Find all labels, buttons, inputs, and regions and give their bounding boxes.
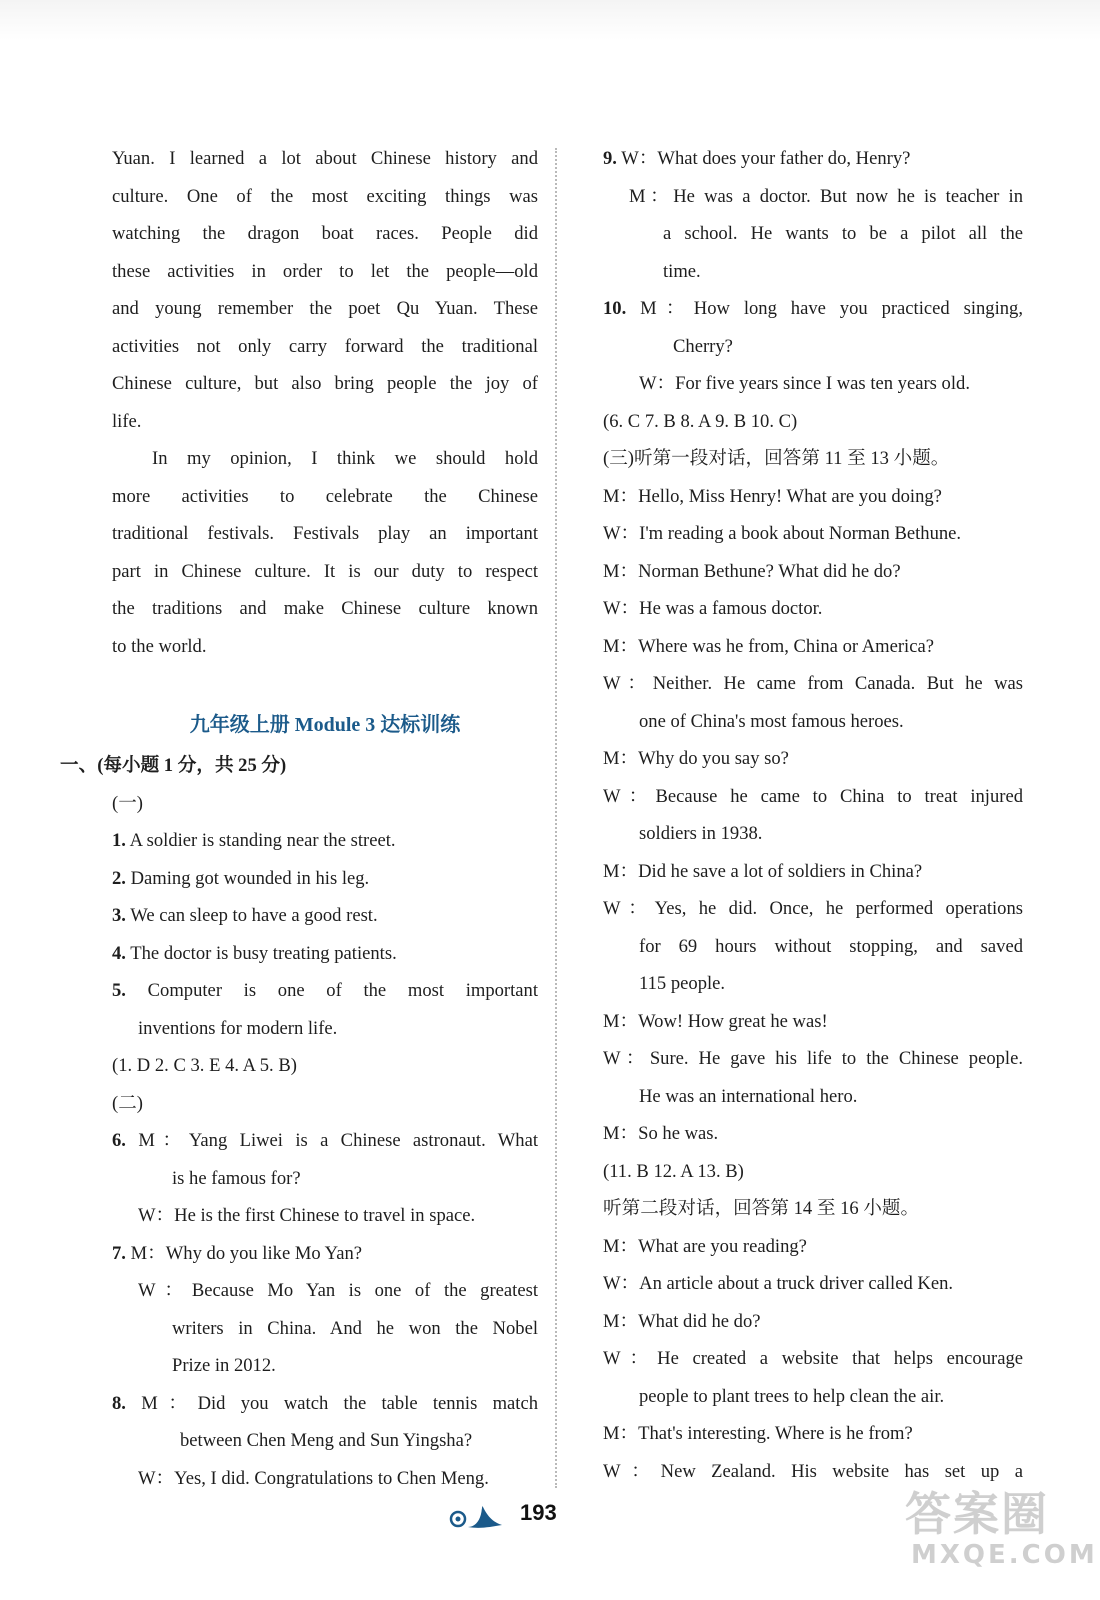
item-number: 1. <box>112 830 126 851</box>
dialog-text: M：How long have you practiced singing, <box>640 298 1023 319</box>
dialog-line: W：He created a website that helps encourage <box>603 1348 1023 1369</box>
dialog-line: between Chen Meng and Sun Yingsha? <box>180 1430 473 1451</box>
dialog-line: He was an international hero. <box>639 1085 858 1107</box>
dialog-text: M：Yang Liwei is a Chinese astronaut. What <box>138 1130 538 1151</box>
dialog-line: is he famous for? <box>172 1167 301 1189</box>
part-header: (二) <box>112 1092 143 1114</box>
dialog-line: W：New Zealand. His website has set up a <box>603 1460 1023 1482</box>
right-column <box>603 140 1023 1490</box>
dialog-line <box>603 290 1023 328</box>
essay-line: watching the dragon boat races. People did <box>112 223 538 244</box>
item-text: Computer is one of the most important <box>147 980 538 1001</box>
essay-line: Chinese culture, but also bring people the joy of <box>112 373 538 394</box>
dialog-line: writers in China. And he won the Nobel <box>172 1317 538 1339</box>
dialog-text: W：What does your father do, Henry? <box>621 148 911 169</box>
dialog-line: Cherry? <box>673 335 733 357</box>
dialog-line: W：Neither. He came from Canada. But he was <box>603 673 1023 694</box>
column-divider <box>555 148 557 1488</box>
dialog-line: soldiers in 1938. <box>639 823 763 844</box>
item-number: 8. <box>112 1392 126 1414</box>
dialog-line: M：Wow! How great he was! <box>603 1010 828 1032</box>
page-top-shadow <box>0 0 1100 40</box>
dialog-line: M：Did he save a lot of soldiers in China? <box>603 860 923 882</box>
essay-line: culture. One of the most exciting things was <box>112 185 538 207</box>
item-number: 10. <box>603 298 627 319</box>
item-number: 2. <box>112 867 126 889</box>
part-header: 听第二段对话，回答第 14 至 16 小题。 <box>603 1198 920 1219</box>
essay-line: and young remember the poet Qu Yuan. These <box>112 298 538 319</box>
item-number: 5. <box>112 980 126 1001</box>
item-number: 3. <box>112 905 126 926</box>
dialog-line <box>112 1235 538 1273</box>
dialog-line: W：Yes, he did. Once, he performed operations <box>603 898 1023 919</box>
dialog-line: M：That's interesting. Where is he from? <box>603 1423 913 1444</box>
dialog-line: M：What did he do? <box>603 1310 761 1332</box>
dialog-line: M：Hello, Miss Henry! What are you doing? <box>603 485 942 507</box>
item-number: 9. <box>603 148 617 169</box>
essay-line: these activities in order to let the people—old <box>112 260 538 282</box>
item-number: 6. <box>112 1130 126 1151</box>
dialog-line: time. <box>663 260 701 282</box>
watermark <box>905 1488 1098 1570</box>
section-header: 一、(每小题 1 分，共 25 分) <box>60 755 287 776</box>
item-text: Daming got wounded in his leg. <box>130 867 370 889</box>
answer-key: (6. C 7. B 8. A 9. B 10. C) <box>603 410 798 432</box>
dialog-line: W：Sure. He gave his life to the Chinese people. <box>603 1048 1023 1069</box>
dialog-line: W：He is the first Chinese to travel in space. <box>138 1205 476 1226</box>
dialog-line: for 69 hours without stopping, and saved <box>639 935 1023 957</box>
module-title: 九年级上册 Module 3 达标训练 <box>189 714 461 736</box>
dialog-line: W：Because he came to China to treat injured <box>603 785 1023 807</box>
dialog-line: W：For five years since I was ten years old. <box>639 373 970 394</box>
dialog-line: W：An article about a truck driver called Ken. <box>603 1273 954 1294</box>
list-item <box>112 972 538 1010</box>
item-continuation: inventions for modern life. <box>138 1017 338 1039</box>
opinion-line: more activities to celebrate the Chinese <box>112 485 538 507</box>
dialog-line: W：Yes, I did. Congratulations to Chen Meng. <box>138 1467 489 1489</box>
dialog-line: M：Why do you say so? <box>603 748 789 769</box>
page-ornament-icon <box>446 1497 506 1531</box>
dialog-line: one of China's most famous heroes. <box>639 710 904 732</box>
dialog-line: a school. He wants to be a pilot all the <box>663 223 1023 244</box>
dialog-line: M：So he was. <box>603 1123 719 1144</box>
part-header: (一) <box>112 792 143 814</box>
list-item <box>112 860 538 898</box>
page-number: 193 <box>520 1500 557 1525</box>
opinion-line: In my opinion, I think we should hold <box>152 448 538 469</box>
essay-line: Yuan. I learned a lot about Chinese history and <box>112 148 538 169</box>
dialog-line: 115 people. <box>639 973 726 994</box>
item-text: We can sleep to have a good rest. <box>130 905 378 926</box>
opinion-line: part in Chinese culture. It is our duty to respect <box>112 560 538 582</box>
essay-line: life. <box>112 410 142 432</box>
essay-line: activities not only carry forward the traditional <box>112 335 538 357</box>
opinion-line: the traditions and make Chinese culture known <box>112 598 538 619</box>
dialog-line: W：I'm reading a book about Norman Bethune. <box>603 523 962 544</box>
dialog-line: M：What are you reading? <box>603 1235 807 1257</box>
watermark-site: MXQE.COM <box>911 1540 1098 1570</box>
opinion-line: traditional festivals. Festivals play an important <box>112 523 538 544</box>
dialog-line <box>112 1385 538 1423</box>
item-number: 7. <box>112 1242 126 1264</box>
dialog-text: M：Why do you like Mo Yan? <box>130 1242 362 1264</box>
answer-key: (11. B 12. A 13. B) <box>603 1160 744 1182</box>
list-item <box>112 935 538 973</box>
list-item <box>112 897 538 935</box>
dialog-line: Prize in 2012. <box>172 1355 276 1376</box>
left-column <box>60 140 538 1497</box>
list-item <box>112 822 538 860</box>
dialog-text: M：Did you watch the table tennis match <box>141 1392 538 1414</box>
dialog-line <box>603 140 1023 178</box>
watermark-logo: 答案圈 <box>905 1487 1049 1541</box>
dialog-line: W：He was a famous doctor. <box>603 598 823 619</box>
dialog-line: M：He was a doctor. But now he is teacher in <box>629 185 1023 207</box>
item-text: The doctor is busy treating patients. <box>130 942 397 964</box>
answer-key: (1. D 2. C 3. E 4. A 5. B) <box>112 1055 297 1076</box>
dialog-line: M：Where was he from, China or America? <box>603 635 934 657</box>
dialog-line <box>112 1122 538 1160</box>
opinion-line: to the world. <box>112 635 207 657</box>
dialog-line: people to plant trees to help clean the air. <box>639 1385 945 1407</box>
dialog-line: W：Because Mo Yan is one of the greatest <box>138 1280 538 1301</box>
item-text: A soldier is standing near the street. <box>129 830 396 851</box>
item-number: 4. <box>112 942 126 964</box>
dialog-line: M：Norman Bethune? What did he do? <box>603 560 901 582</box>
part-header: (三)听第一段对话，回答第 11 至 13 小题。 <box>603 448 950 469</box>
